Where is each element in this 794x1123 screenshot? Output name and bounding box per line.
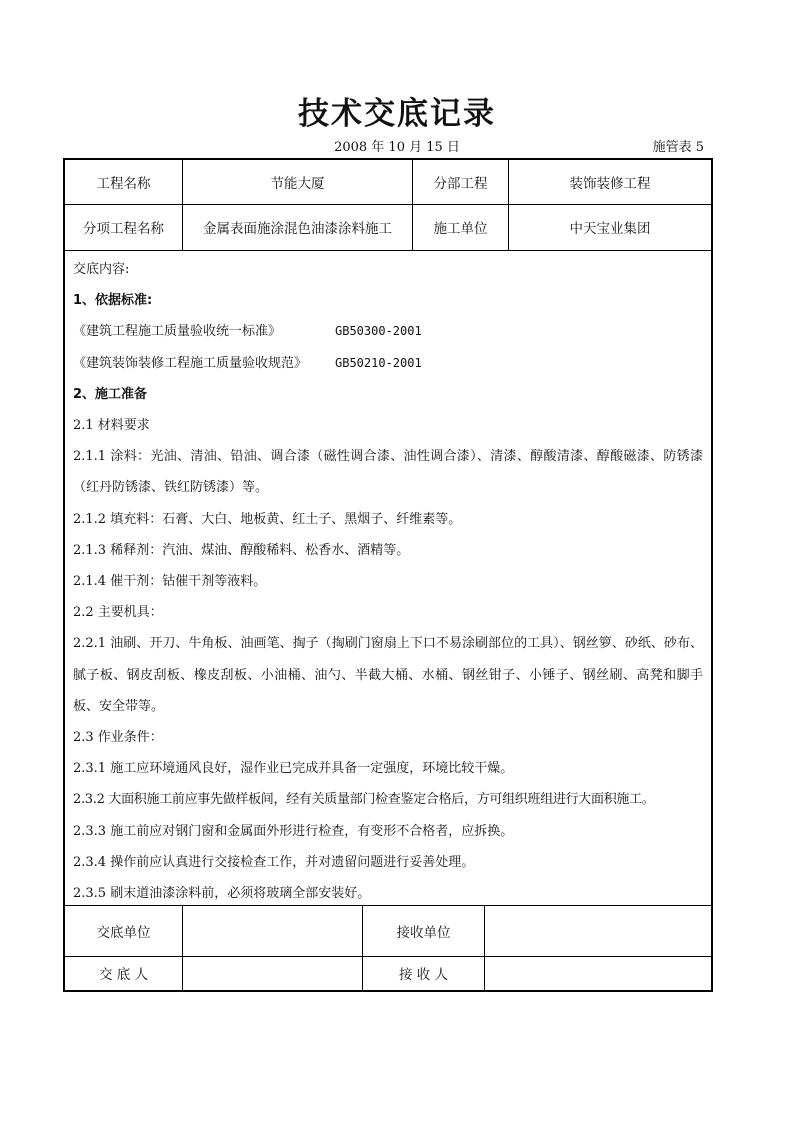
section-heading: 1、依据标准: (73, 293, 153, 309)
briefer-value[interactable] (183, 956, 363, 990)
content-intro: 交底内容: (73, 262, 130, 277)
division-value: 装饰装修工程 (569, 176, 651, 192)
paragraph: 2.3.4 操作前应认真进行交接检查工作，并对遗留问题进行妥善处理。 (73, 854, 475, 870)
record-date: 2008 年 10 月 15 日 (334, 140, 460, 155)
section-heading: 2、施工准备 (73, 386, 148, 402)
standard-code: GB50210-2001 (335, 355, 422, 370)
sub-project-value: 金属表面施涂混色油漆涂料施工 (183, 204, 413, 250)
receiver-label: 接 收 人 (363, 956, 485, 990)
standard-item (73, 316, 703, 347)
page-title: 技术交底记录 (298, 96, 496, 132)
paragraph: 2.1 材料要求 (73, 418, 150, 434)
construction-unit-value: 中天宝业集团 (569, 221, 651, 237)
receiving-unit-label: 接收单位 (363, 906, 485, 956)
paragraph: 2.1.4 催干剂：钴催干剂等液料。 (73, 574, 267, 590)
paragraph: 2.1.1 涂料：光油、清油、铅油、调合漆（磁性调合漆、油性调合漆）、清漆、醇酸清漆、醇酸磁漆、防锈漆（红丹防锈漆、铁红防锈漆）等。 (73, 449, 703, 496)
footer-row-2 (65, 956, 711, 990)
briefing-content (65, 250, 711, 906)
standard-title: 《建筑工程施工质量验收统一标准》 (73, 324, 282, 340)
record-table (63, 158, 713, 992)
paragraph: 2.3.5 刷末道油漆涂料前，必须将玻璃全部安装好。 (73, 886, 371, 902)
standard-item (73, 348, 703, 379)
paragraph: 2.3.3 施工前应对钢门窗和金属面外形进行检查，有变形不合格者，应拆换。 (73, 823, 514, 839)
briefing-unit-label: 交底单位 (65, 906, 183, 956)
header-row-2 (65, 204, 711, 251)
paragraph: 2.2.1 油刷、开刀、牛角板、油画笔、掏子（掏刷门窗扇上下口不易涂刷部位的工具）、钢丝箩、砂纸、砂布、腻子板、钢皮刮板、橡皮刮板、小油桶、油勺、半截大桶、水桶、钢丝钳子、小锤子、钢丝刷、高凳和脚手板、安全带等。 (73, 636, 703, 714)
receiver-value[interactable] (485, 956, 711, 990)
header-row-1 (65, 160, 711, 205)
paragraph: 2.3.1 施工应环境通风良好，湿作业已完成并具备一定强度，环境比较干燥。 (73, 761, 514, 777)
standard-code: GB50300-2001 (335, 324, 422, 339)
paragraph: 2.3 作业条件： (73, 730, 163, 746)
project-name-label: 工程名称 (65, 160, 183, 204)
receiving-unit-value[interactable] (485, 906, 711, 956)
project-name-value: 节能大厦 (183, 160, 413, 204)
standard-title: 《建筑装饰装修工程施工质量验收规范》 (73, 355, 308, 371)
sub-project-label: 分项工程名称 (65, 204, 183, 250)
paragraph: 2.1.2 填充料：石膏、大白、地板黄、红土子、黑烟子、纤维素等。 (73, 511, 462, 527)
briefing-unit-value[interactable] (183, 906, 363, 956)
division-label: 分部工程 (413, 160, 509, 204)
footer-row-1 (65, 906, 711, 957)
briefer-label: 交 底 人 (65, 956, 183, 990)
paragraph: 2.1.3 稀释剂：汽油、煤油、醇酸稀料、松香水、酒精等。 (73, 542, 410, 558)
construction-unit-label: 施工单位 (413, 204, 509, 250)
paragraph: 2.3.2 大面积施工前应事先做样板间，经有关质量部门检查鉴定合格后，方可组织班组进行大面积施工。 (73, 792, 655, 808)
paragraph: 2.2 主要机具： (73, 605, 163, 621)
form-number: 施管表 5 (652, 140, 704, 155)
